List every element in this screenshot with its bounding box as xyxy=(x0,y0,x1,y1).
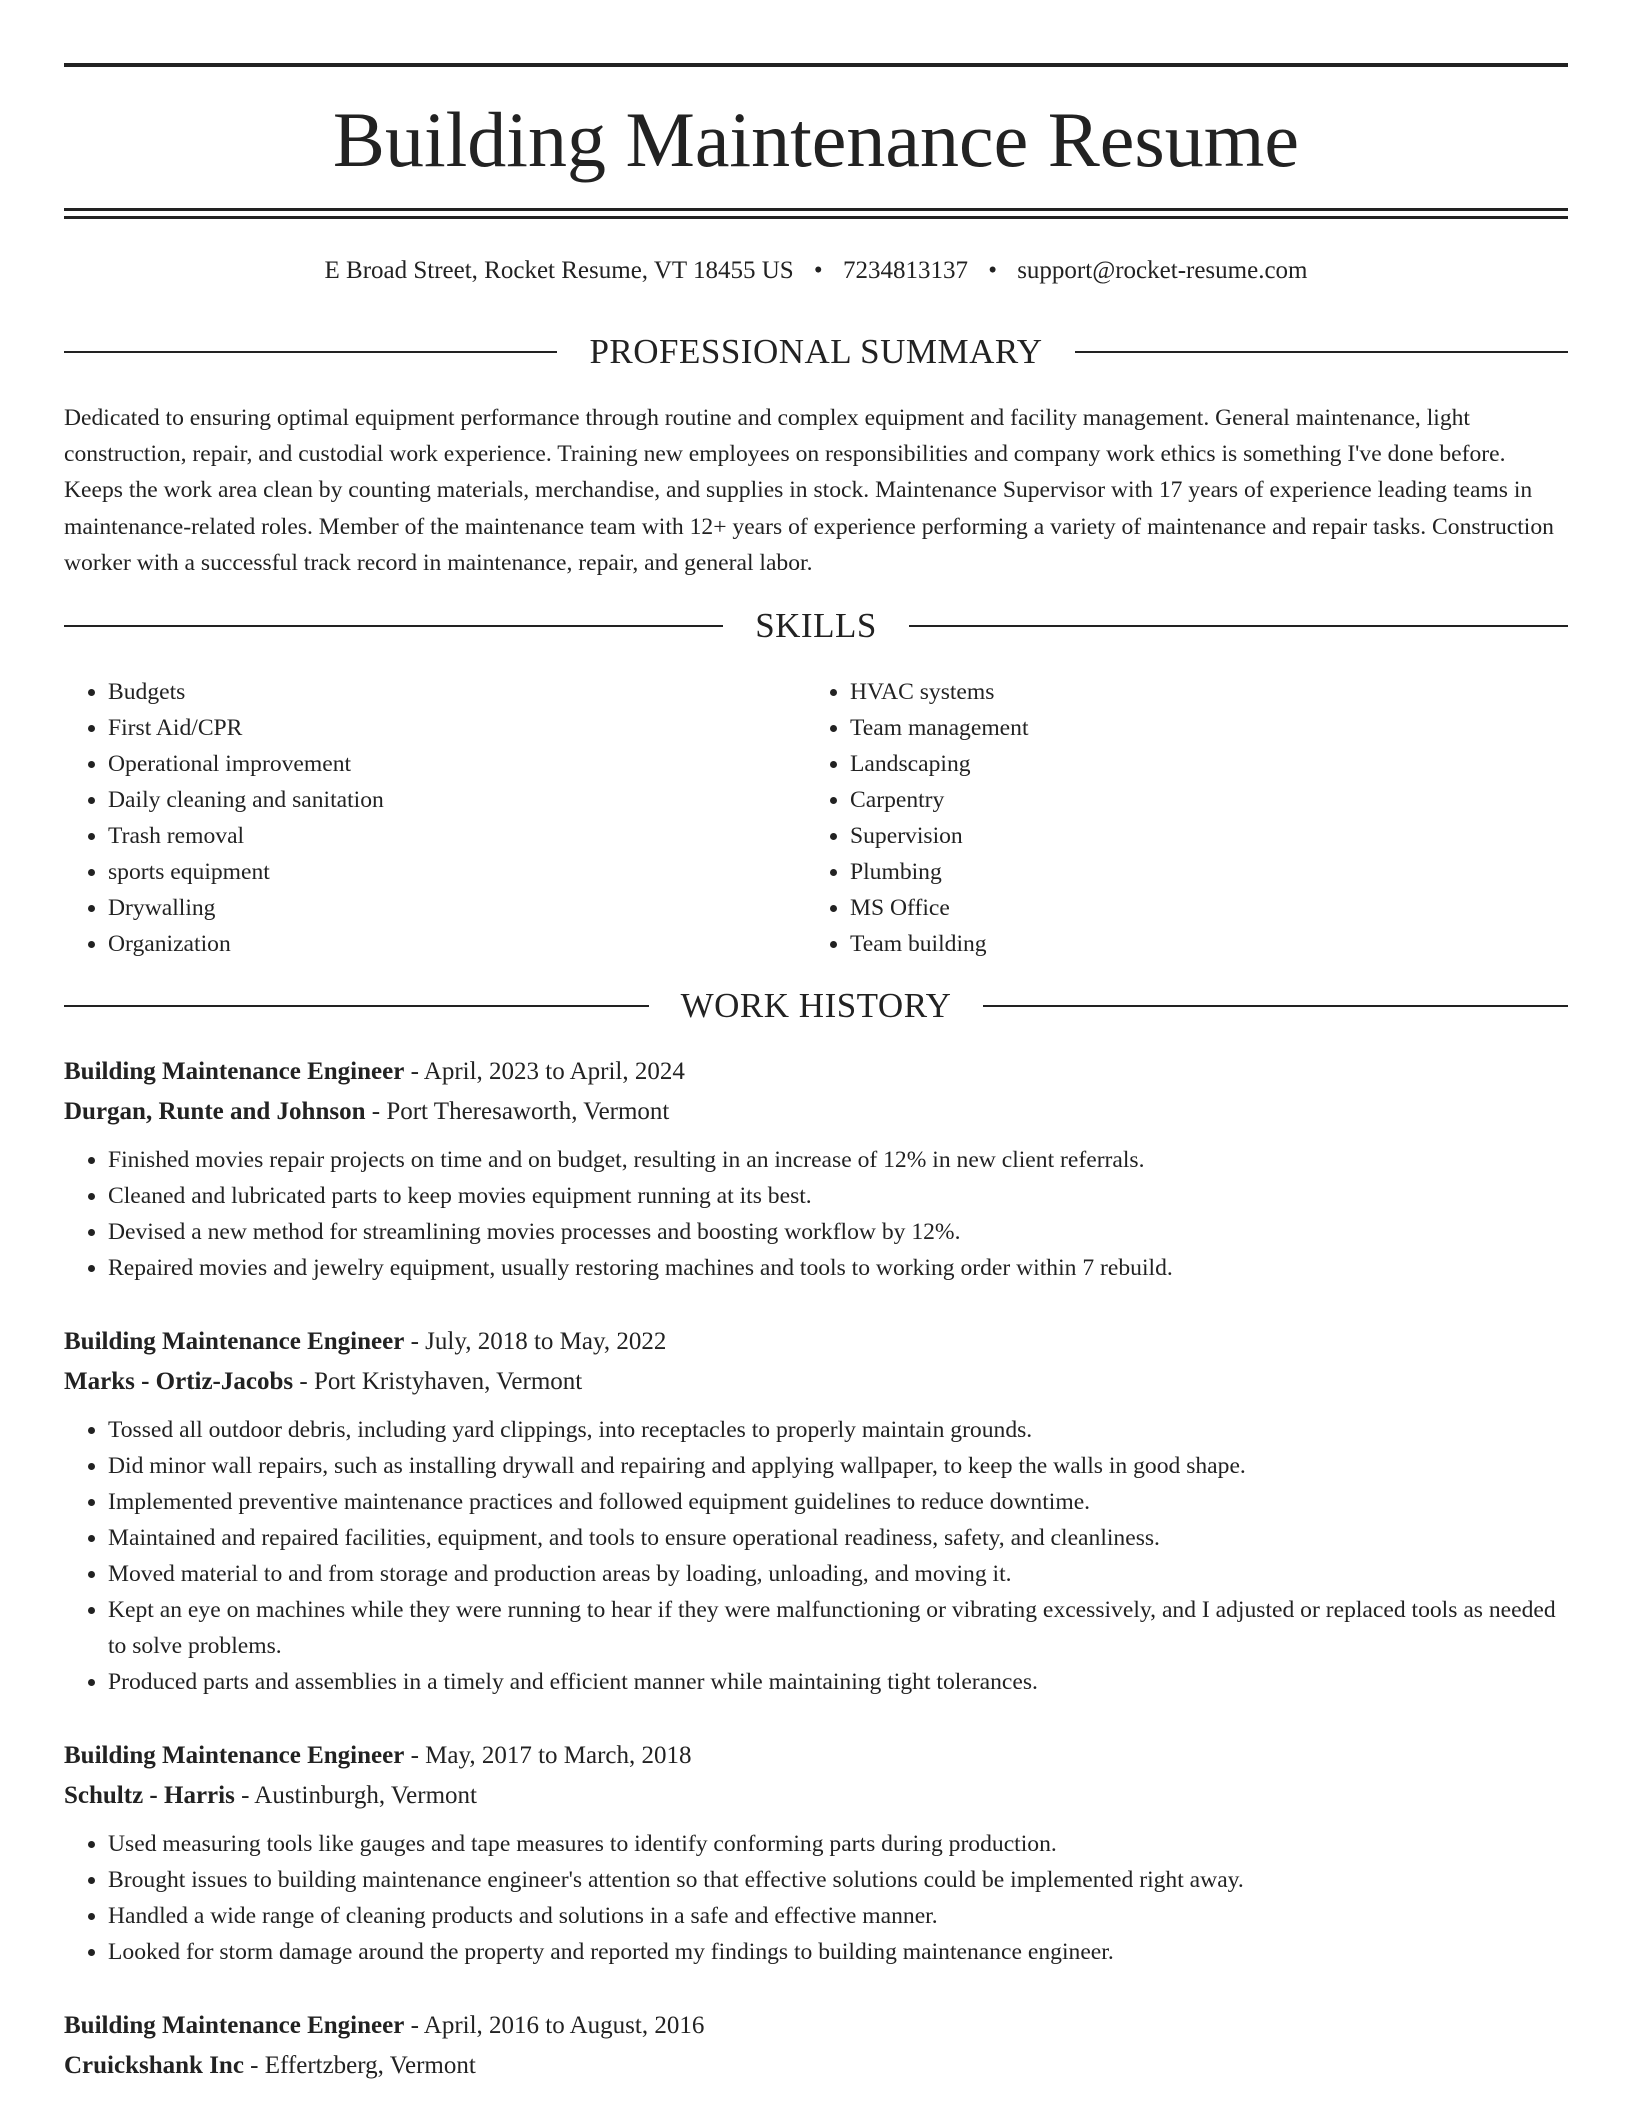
title-rule-lower xyxy=(64,216,1568,219)
job-bullet: • Used measuring tools like gauges and tape measures to identify conforming parts during production. xyxy=(108,1826,1568,1862)
job-bullet: • Cleaned and lubricated parts to keep movies equipment running at its best. xyxy=(108,1178,1568,1214)
job-entry xyxy=(64,2006,1568,2086)
job-title-line xyxy=(64,2006,1568,2046)
skills-column-left xyxy=(64,674,806,962)
skill-item: • Team management xyxy=(850,710,1548,746)
skill-item: • Budgets xyxy=(108,674,806,710)
job-title-line xyxy=(64,1322,1568,1362)
job-entry xyxy=(64,1736,1568,1970)
job-bullet: • Devised a new method for streamlining movies processes and boosting workflow by 12%. xyxy=(108,1214,1568,1250)
job-dates: - May, 2017 to March, 2018 xyxy=(404,1742,692,1769)
heading-rule xyxy=(64,625,723,627)
skill-item: • Trash removal xyxy=(108,818,806,854)
job-bullet: • Finished movies repair projects on time and on budget, resulting in an increase of 12% in new client referrals. xyxy=(108,1142,1568,1178)
job-bullet: • Tossed all outdoor debris, including yard clippings, into receptacles to properly maintain grounds. xyxy=(108,1412,1568,1448)
job-company: Schultz - Harris xyxy=(64,1782,235,1809)
work-heading-label: WORK HISTORY xyxy=(680,986,952,1025)
job-title: Building Maintenance Engineer xyxy=(64,1328,405,1355)
work-heading xyxy=(64,984,1568,1028)
heading-rule xyxy=(983,1005,1568,1007)
heading-rule xyxy=(1075,351,1568,353)
skill-item: • Drywalling xyxy=(108,890,806,926)
job-bullets xyxy=(64,1142,1568,1286)
job-company-line xyxy=(64,1362,1568,1402)
summary-text: Dedicated to ensuring optimal equipment performance through routine and complex equipment and facility management. General maintenance, light construction, repair, and custodial work experience. Training new employees on responsibilities and company work ethics is something I've done before. Keeps the work area clean by counting materials, merchandise, and supplies in stock. Maintenance Supervisor with 17 years of experience leading teams in maintenance-related roles. Member of the maintenance team with 12+ years of experience performing a variety of maintenance and repair tasks. Construction worker with a successful track record in maintenance, repair, and general labor. xyxy=(64,405,1554,576)
contact-address: E Broad Street, Rocket Resume, VT 18455 US xyxy=(324,257,794,284)
job-company-line xyxy=(64,2046,1568,2086)
skill-item: • Landscaping xyxy=(850,746,1548,782)
job-bullet: • Looked for storm damage around the property and reported my findings to building maintenance engineer. xyxy=(108,1934,1568,1970)
skill-item: • Supervision xyxy=(850,818,1548,854)
job-entry xyxy=(64,1052,1568,1286)
job-company-line xyxy=(64,1092,1568,1132)
skill-item: • Plumbing xyxy=(850,854,1548,890)
skill-item: • First Aid/CPR xyxy=(108,710,806,746)
heading-rule xyxy=(64,351,557,353)
contact-separator: • xyxy=(988,257,997,284)
skill-item: • sports equipment xyxy=(108,854,806,890)
job-location: - Effertzberg, Vermont xyxy=(243,2052,476,2079)
skill-item: • Operational improvement xyxy=(108,746,806,782)
job-bullet: • Kept an eye on machines while they were running to hear if they were malfunctioning or vibrating excessively, and I adjusted or replaced tools as needed to solve problems. xyxy=(108,1592,1568,1664)
heading-rule xyxy=(909,625,1568,627)
job-bullet: • Did minor wall repairs, such as installing drywall and repairing and applying wallpaper, to keep the walls in good shape. xyxy=(108,1448,1568,1484)
job-bullet: • Maintained and repaired facilities, equipment, and tools to ensure operational readiness, safety, and cleanliness. xyxy=(108,1520,1568,1556)
job-bullet: • Produced parts and assemblies in a timely and efficient manner while maintaining tight tolerances. xyxy=(108,1664,1568,1700)
job-dates: - July, 2018 to May, 2022 xyxy=(404,1328,667,1355)
job-company: Cruickshank Inc xyxy=(64,2052,244,2079)
job-entry xyxy=(64,1322,1568,1700)
job-company-line xyxy=(64,1776,1568,1816)
top-rule xyxy=(64,63,1568,67)
job-bullet: • Repaired movies and jewelry equipment, usually restoring machines and tools to working order within 7 rebuild. xyxy=(108,1250,1568,1286)
skills-list xyxy=(64,674,1568,962)
job-title-line xyxy=(64,1052,1568,1092)
skill-item: • Daily cleaning and sanitation xyxy=(108,782,806,818)
job-company: Marks - Ortiz-Jacobs xyxy=(64,1368,294,1395)
skill-item: • Carpentry xyxy=(850,782,1548,818)
job-bullet: • Moved material to and from storage and production areas by loading, unloading, and moving it. xyxy=(108,1556,1568,1592)
job-location: - Austinburgh, Vermont xyxy=(234,1782,477,1809)
job-dates: - April, 2023 to April, 2024 xyxy=(404,1058,685,1085)
job-dates: - April, 2016 to August, 2016 xyxy=(404,2012,705,2039)
skills-heading xyxy=(64,604,1568,648)
summary-heading-label: PROFESSIONAL SUMMARY xyxy=(589,332,1043,371)
job-title-line xyxy=(64,1736,1568,1776)
title-rule-upper xyxy=(64,208,1568,211)
skill-item: • HVAC systems xyxy=(850,674,1548,710)
job-title: Building Maintenance Engineer xyxy=(64,1058,405,1085)
contact-phone: 7234813137 xyxy=(842,257,968,284)
contact-line xyxy=(64,254,1568,288)
job-bullet: • Handled a wide range of cleaning products and solutions in a safe and effective manner. xyxy=(108,1898,1568,1934)
job-bullet: • Implemented preventive maintenance practices and followed equipment guidelines to reduce downtime. xyxy=(108,1484,1568,1520)
skill-item: • MS Office xyxy=(850,890,1548,926)
skills-heading-label: SKILLS xyxy=(755,606,877,645)
job-location: - Port Kristyhaven, Vermont xyxy=(293,1368,583,1395)
skill-item: • Organization xyxy=(108,926,806,962)
job-bullets xyxy=(64,1412,1568,1700)
job-title: Building Maintenance Engineer xyxy=(64,1742,405,1769)
skills-column-right xyxy=(806,674,1548,962)
contact-email: support@rocket-resume.com xyxy=(1017,257,1308,284)
summary-heading xyxy=(64,330,1568,374)
job-bullet: • Brought issues to building maintenance engineer's attention so that effective solutions could be implemented right away. xyxy=(108,1862,1568,1898)
page-title: Building Maintenance Resume xyxy=(332,96,1300,183)
job-bullets xyxy=(64,1826,1568,1970)
contact-separator: • xyxy=(813,257,823,284)
job-company: Durgan, Runte and Johnson xyxy=(64,1098,366,1125)
heading-rule xyxy=(64,1005,649,1007)
skill-item: • Team building xyxy=(850,926,1548,962)
job-location: - Port Theresaworth, Vermont xyxy=(365,1098,670,1125)
job-title: Building Maintenance Engineer xyxy=(64,2012,405,2039)
